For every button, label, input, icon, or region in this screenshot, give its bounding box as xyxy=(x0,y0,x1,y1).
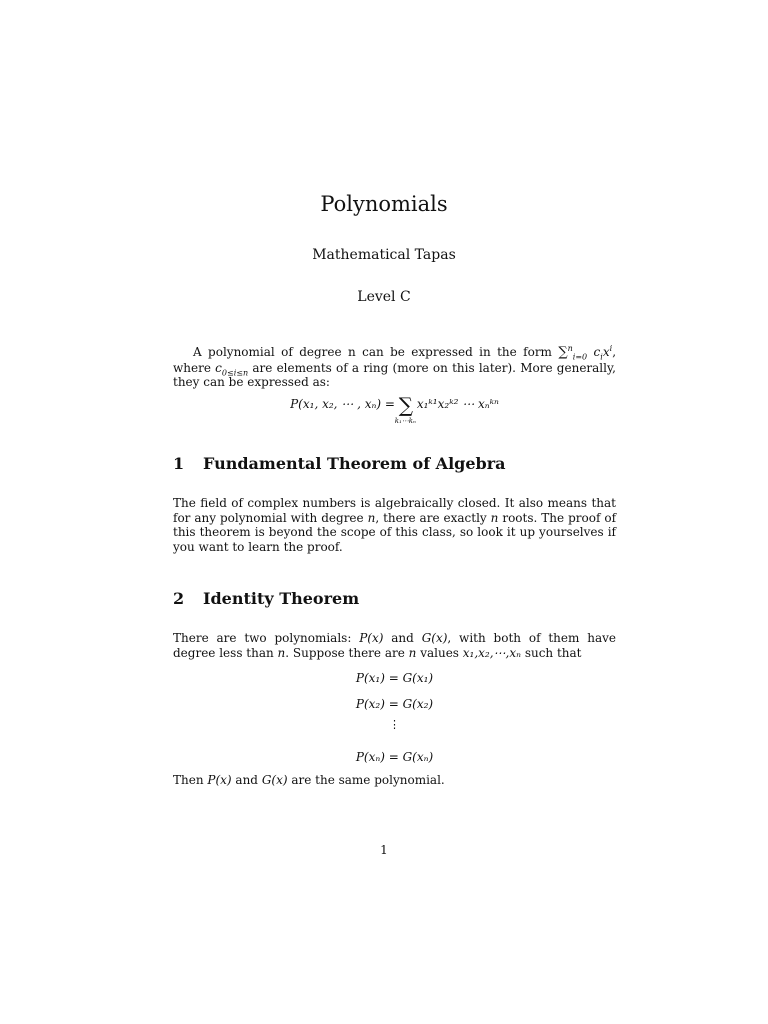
concl-text-a: Then xyxy=(173,773,208,787)
intro-paragraph xyxy=(173,345,616,390)
section-title-2: Identity Theorem xyxy=(203,589,360,608)
equation-1: P(x₁) = G(x₁) xyxy=(355,671,434,685)
s2-text-e: such that xyxy=(521,645,582,660)
intro-text-b: , where xyxy=(173,345,617,375)
s2-var-n1: n xyxy=(277,645,286,660)
section2-paragraph xyxy=(173,631,616,660)
concl-gx: G(x) xyxy=(261,773,288,787)
formula-sum-index: k₁⋯kₙ xyxy=(394,417,416,425)
sum-symbol-inline: ∑ xyxy=(558,345,568,360)
term-var: x xyxy=(602,345,610,359)
intro-text-c: are elements of a ring (more on this later). More generally, they can be expressed as: xyxy=(173,360,616,389)
s2-px: P(x) xyxy=(359,631,384,645)
s2-text-c: . Suppose there are xyxy=(285,645,409,660)
formula-sum xyxy=(394,393,416,425)
page-title: Polynomials xyxy=(320,192,448,216)
s2-text-a: There are two polynomials: xyxy=(173,631,360,645)
section1-paragraph xyxy=(173,496,616,554)
s1-text-a: The field of complex numbers is algebraically closed. It also means that for any polynomial with degree xyxy=(173,496,616,525)
vertical-dots: ⋮ xyxy=(389,718,400,731)
sum-sup: n xyxy=(567,344,573,353)
formula-sum-symbol: ∑ xyxy=(398,393,414,417)
section-number-1: 1 xyxy=(173,454,185,473)
formula-rhs: x₁ᵏ¹x₂ᵏ² ⋯ xₙᵏⁿ xyxy=(416,397,499,411)
concl-px: P(x) xyxy=(207,773,232,787)
conclusion-paragraph xyxy=(173,773,616,788)
intro-text-a: A polynomial of degree n can be expressed in the form xyxy=(193,345,559,359)
s2-text-d: values xyxy=(416,645,463,660)
s1-text-c: roots. The proof of this theorem is beyond the scope of this class, so look it up yourselves if you want to learn the proof. xyxy=(173,510,617,554)
section-heading-2 xyxy=(173,589,359,608)
s1-var-n2: n xyxy=(490,510,499,525)
formula-lhs: P(x₁, x₂, ⋯ , xₙ) = xyxy=(290,397,395,411)
page-number: 1 xyxy=(380,843,388,857)
document-subtitle: Mathematical Tapas xyxy=(312,247,456,263)
term-sup: i xyxy=(609,344,613,353)
equation-2: P(x₂) = G(x₂) xyxy=(355,697,434,711)
section-number-2: 2 xyxy=(173,589,185,608)
coef-sub: 0≤i≤n xyxy=(221,367,249,377)
equation-n: P(xₙ) = G(xₙ) xyxy=(355,750,434,764)
s2-text-and: and xyxy=(383,631,422,645)
sum-sub: i=0 xyxy=(572,352,588,362)
section-heading-1 xyxy=(173,454,506,473)
s2-values: x₁,x₂,⋯,xₙ xyxy=(462,645,521,660)
s1-text-b: , there are exactly xyxy=(375,510,491,525)
s2-gx: G(x) xyxy=(421,631,448,645)
multivariate-formula xyxy=(173,393,616,425)
term-coef: c xyxy=(593,345,601,359)
term-sub: i xyxy=(600,352,603,362)
section-title-1: Fundamental Theorem of Algebra xyxy=(203,454,506,473)
document-level: Level C xyxy=(357,289,411,305)
s2-var-n2: n xyxy=(408,645,417,660)
s2-text-b: , with both of them have degree less than xyxy=(173,631,616,660)
concl-text-b: are the same polynomial. xyxy=(287,773,445,787)
coef-symbol: c xyxy=(215,360,222,375)
s1-var-n1: n xyxy=(367,510,376,525)
concl-and: and xyxy=(231,773,262,787)
